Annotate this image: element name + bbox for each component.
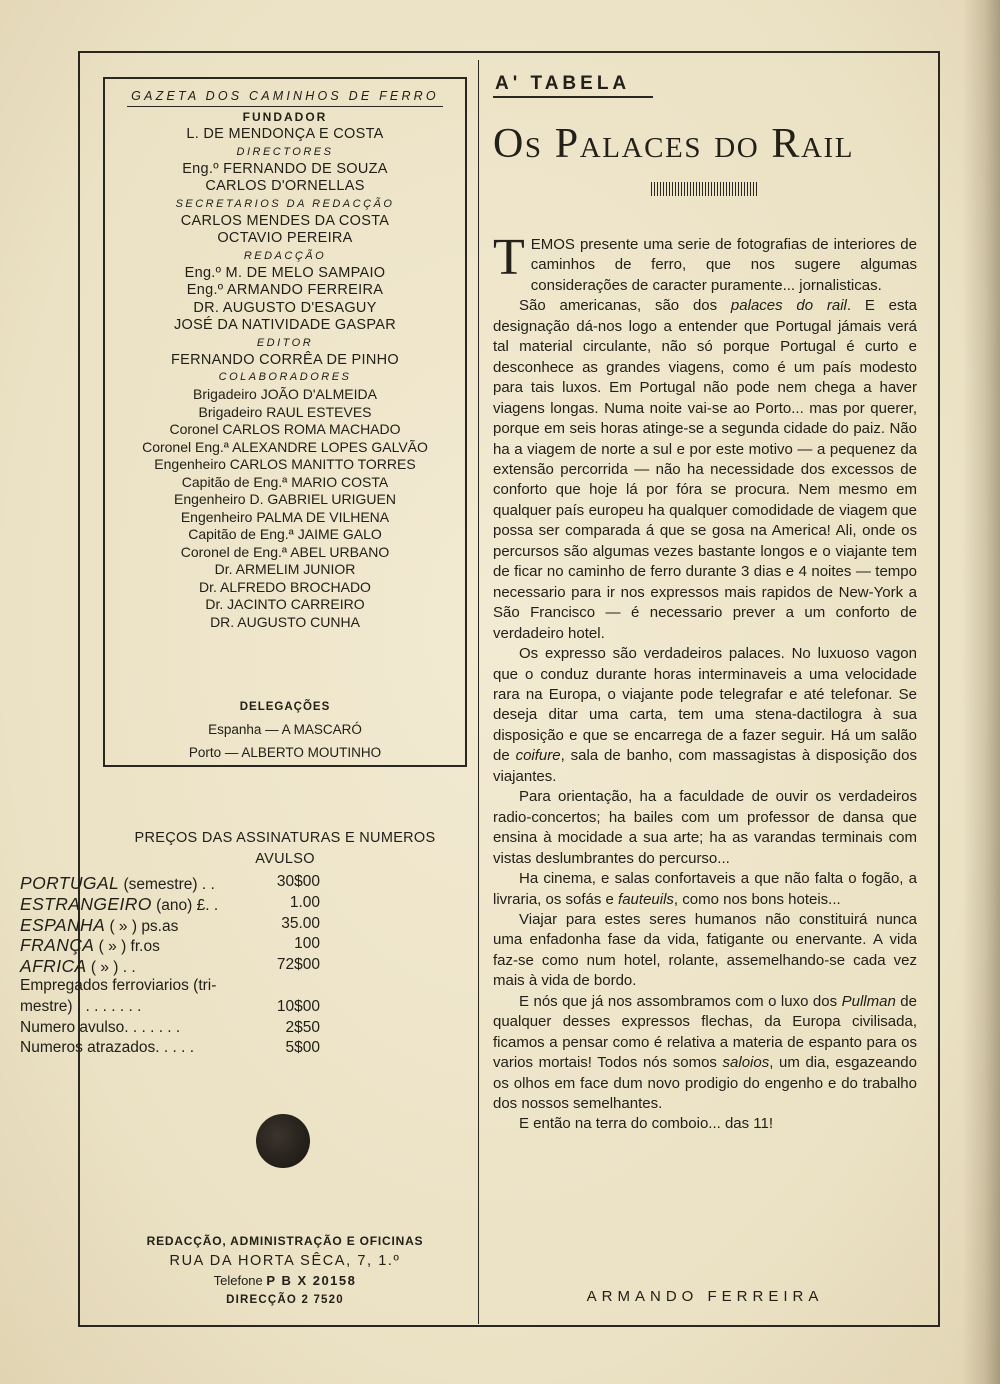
phone-number: P B X 20158 (266, 1273, 357, 1288)
price-region: PORTUGAL (semestre) . . (20, 873, 215, 893)
staff-name: L. DE MENDONÇA E COSTA (186, 126, 384, 142)
phone-label: Telefone (213, 1273, 263, 1288)
price-row (20, 1039, 340, 1061)
price-value: 1.00 (289, 893, 320, 911)
paragraph-1: TEMOS presente uma serie de fotografias de interiores de caminhos de ferro, que nos sugere algumas considerações de caracter puramente... jornalisticas. (493, 229, 917, 294)
staff-name: DR. AUGUSTO CUNHA (210, 613, 360, 630)
price-label: Numeros atrazados. . . . . (20, 1039, 195, 1057)
phone-line (112, 1271, 458, 1291)
staff-name: JOSÉ DA NATIVIDADE GASPAR (173, 317, 397, 333)
article-title: Os Palaces do Rail (493, 121, 855, 167)
staff-name: Coronel de Eng.ª ABEL URBANO (180, 543, 390, 560)
title-ornament (651, 182, 757, 196)
staff-name: Eng.º FERNANDO DE SOUZA (182, 160, 388, 177)
staff-role: REDACÇÃO (243, 249, 327, 262)
address-block (112, 1232, 458, 1309)
page-spine-shadow (962, 0, 1000, 1384)
staff-name: Eng.º ARMANDO FERREIRA (186, 282, 384, 298)
masthead-box (103, 77, 467, 767)
price-row (20, 873, 340, 895)
delegations-title: DELEGAÇÕES (239, 701, 331, 713)
delegations (105, 696, 465, 764)
gazette-underline (127, 106, 443, 107)
staff-name: Engenheiro PALMA DE VILHENA (180, 508, 390, 525)
section-kicker: A' TABELA (495, 73, 631, 94)
subscription-prices (112, 828, 458, 870)
staff-role: COLABORADORES (218, 371, 352, 383)
staff-name: Dr. ARMELIM JUNIOR (214, 561, 356, 577)
price-row (20, 915, 340, 937)
gazette-title: GAZETA DOS CAMINHOS DE FERRO (131, 89, 439, 103)
staff-name: Brigadeiro RAUL ESTEVES (198, 403, 372, 420)
prices-title-2: AVULSO (255, 851, 315, 867)
price-row (20, 956, 340, 978)
price-row (20, 935, 340, 957)
price-row (20, 894, 340, 916)
paragraph-3: Os expresso são verdadeiros palaces. No luxuoso vagon que o conduz durante horas interminaveis a uma velocidade rara na Europa, o viajante pode telegrafar e até telefonar. Se deseja ditar uma carta, tem uma stena-dactilogra à sua disposição e que se encarrega de a fazer seguir. Há um salão de coifure, sala de banho, com massagistas à disposição dos viajantes. (493, 645, 917, 785)
staff-name: Coronel Eng.ª ALEXANDRE LOPES GALVÃO (142, 438, 428, 455)
staff-name: Dr. JACINTO CARREIRO (205, 596, 365, 612)
price-label: Empregados ferroviarios (tri- (20, 977, 217, 994)
staff-role: DIRECTORES (236, 145, 334, 158)
price-label: Numero avulso. . . . . . . (20, 1018, 181, 1036)
staff-list (105, 109, 465, 631)
price-value: 100 (294, 935, 320, 953)
price-value: 35.00 (281, 914, 320, 932)
staff-name: CARLOS MENDES DA COSTA (180, 212, 390, 229)
paragraph-8: E então na terra do comboio... das 11! (519, 1115, 774, 1133)
paragraph-5: Ha cinema, e salas confortaveis a que não falta o fogão, a livraria, os sofás e fauteuils, como nos bons hoteis... (493, 870, 917, 908)
staff-name: Coronel CARLOS ROMA MACHADO (169, 421, 401, 437)
staff-name: CARLOS D'ORNELLAS (205, 178, 365, 194)
author-signature: ARMANDO FERREIRA (586, 1288, 824, 1305)
delegation-spain: Espanha — A MASCARÓ (208, 722, 362, 737)
paragraph-4: Para orientação, ha a faculdade de ouvir os verdadeiros radio-concertos; ha bailes com um professor de dansa que ensina à mocidade a sua arte; ha as varandas terminais com vistas deslumbrantes do percurso... (493, 788, 917, 867)
address-line-4: DIRECÇÃO 2 7520 (226, 1294, 344, 1306)
price-row (20, 1019, 340, 1041)
price-row (20, 998, 340, 1020)
kicker-underline (493, 96, 653, 98)
price-region: ESPANHA ( » ) ps.as (20, 914, 179, 935)
paragraph-2: São americanas, são dos palaces do rail. E esta designação dá-nos logo a entender que Portugal jámais verá tal material circulante, não só porque Portugal é curto e desconhece as grandes viagens, como é um país modesto para tais luxos. Em Portugal não pode nem chega a haver viagens longas. Numa noite vai-se ao Porto... mas por querer, porque em seis horas atinge-se a segunda cidade do paiz. Não ha a viagem de norte a sul e por este motivo — a pequenez da extensão percorrida — não ha necessidade dos excessos de conforto que hoje lá por fóra se procura. Nem mesmo em qualquer país europeu ha qualquer comodidade de viagem que possa ser comparada á que se gosa na America! Ali, onde os percursos são algumas vezes bastante longos e o viajante tem de ficar no caminho de ferro durante 3 dias e 4 noites — tempo necessario para ir nos expressos mais rapidos de New-York a São Francisco — é necessario prever a um conforto de verdadeiro hotel. (493, 297, 917, 642)
black-seal-mark (256, 1114, 310, 1168)
price-region: ESTRANGEIRO (ano) £. . (20, 893, 219, 914)
staff-name: Capitão de Eng.ª MARIO COSTA (181, 473, 389, 490)
price-value: 2$50 (285, 1018, 320, 1036)
staff-name: Eng.º M. DE MELO SAMPAIO (184, 264, 386, 281)
staff-role: FUNDADOR (242, 110, 328, 124)
price-value: 72$00 (276, 956, 320, 974)
price-region: FRANÇA ( » ) fr.os (20, 935, 160, 956)
staff-name: DR. AUGUSTO D'ESAGUY (193, 299, 377, 316)
staff-name: OCTAVIO PEREIRA (217, 230, 353, 246)
price-label: mestre) . . . . . . . . (20, 997, 142, 1015)
staff-name: Brigadeiro JOÃO D'ALMEIDA (193, 386, 377, 402)
article-body (493, 229, 917, 1135)
prices-title-1: PREÇOS DAS ASSINATURAS E NUMEROS (134, 830, 436, 846)
price-value: 30$00 (276, 873, 320, 890)
paragraph-6: Viajar para estes seres humanos não constituirá nunca uma enfadonha fase da vida, fatigante ou enervante. A vida faz-se como num hotel, rolante, assemelhando-se cada vez mais à vida de bordo. (493, 910, 917, 990)
price-region: AFRICA ( » ) . . (20, 956, 136, 977)
address-line-1: REDACÇÃO, ADMINISTRAÇÃO E OFICINAS (146, 1234, 424, 1248)
address-line-2: RUA DA HORTA SÊCA, 7, 1.º (169, 1253, 401, 1269)
staff-name: Capitão de Eng.ª JAIME GALO (188, 526, 382, 542)
price-row (20, 977, 340, 999)
drop-cap: T (493, 229, 525, 286)
staff-name: Engenheiro D. GABRIEL URIGUEN (173, 491, 396, 507)
staff-name: Engenheiro CARLOS MANITTO TORRES (154, 456, 416, 472)
delegation-porto: Porto — ALBERTO MOUTINHO (188, 745, 382, 760)
paragraph-7: E nós que já nos assombramos com o luxo dos Pullman de qualquer desses expressos flechas, da Europa civilisada, ficamos a pensar como é relativa a materia de espanto para os varios mortais! Todos nós somos saloios, um dia, esgazeando os olhos em face dum novo prodigio do engenho e do trabalho dos nossos semelhantes. (493, 992, 917, 1113)
column-divider (478, 60, 479, 1324)
price-value: 5$00 (285, 1039, 320, 1057)
staff-name: FERNANDO CORRÊA DE PINHO (171, 351, 399, 368)
staff-name: Dr. ALFREDO BROCHADO (199, 578, 371, 595)
staff-role: SECRETARIOS DA REDACÇÃO (175, 197, 395, 210)
staff-role: EDITOR (256, 336, 314, 349)
price-value: 10$00 (276, 997, 320, 1015)
